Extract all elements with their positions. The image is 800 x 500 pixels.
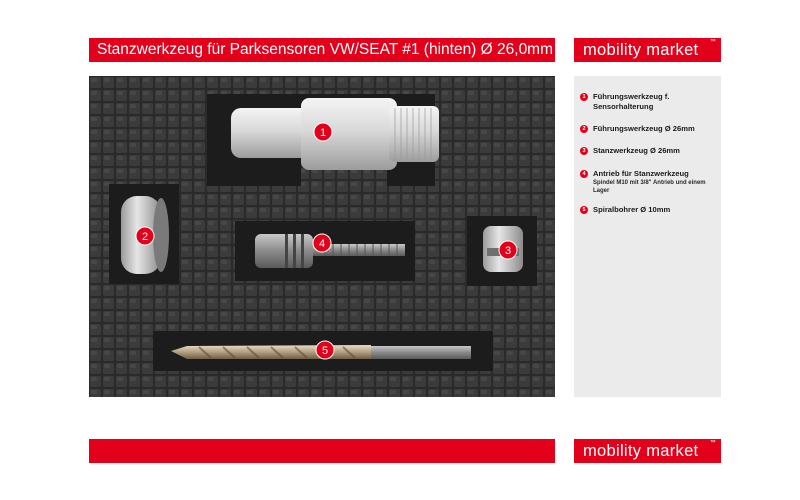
marker-1-label: 1 xyxy=(319,127,327,139)
marker-4 xyxy=(313,234,331,252)
legend-number-badge: 5 xyxy=(580,206,588,214)
marker-1 xyxy=(314,123,332,141)
title-bar xyxy=(89,38,555,62)
brand-logo-text: mobility market xyxy=(583,41,699,59)
legend-number-badge: 2 xyxy=(580,125,588,133)
legend-item-detail: Spindel M10 mit 3/8" Antrieb und einem Lager xyxy=(593,180,706,194)
marker-5-label: 5 xyxy=(321,345,329,357)
legend-item-label: Führungswerkzeug Ø 26mm xyxy=(593,124,695,133)
marker-5 xyxy=(316,341,334,359)
marker-2 xyxy=(136,227,154,245)
legend-item-label: Führungswerkzeug f. Sensorhalterung xyxy=(593,92,670,111)
parts-legend xyxy=(574,76,721,397)
tool-case-illustration xyxy=(89,76,555,397)
legend-item-label: Stanzwerkzeug Ø 26mm xyxy=(593,146,680,155)
marker-4-label: 4 xyxy=(318,238,326,250)
brand-logo-footer xyxy=(574,439,721,463)
marker-3-label: 3 xyxy=(504,245,512,257)
legend-number-badge: 3 xyxy=(580,147,588,155)
trademark-symbol: ™ xyxy=(709,440,716,446)
legend-item-label: Antrieb für Stanzwerkzeug xyxy=(593,169,689,178)
footer-bar xyxy=(89,439,555,463)
legend-number-badge: 4 xyxy=(580,170,588,178)
trademark-symbol: ™ xyxy=(709,39,716,45)
legend-item-label: Spiralbohrer Ø 10mm xyxy=(593,205,671,214)
marker-2-label: 2 xyxy=(141,231,149,243)
brand-logo-text: mobility market xyxy=(583,442,699,460)
marker-3 xyxy=(499,241,517,259)
brand-logo xyxy=(574,38,721,62)
page-title: Stanzwerkzeug für Parksensoren VW/SEAT #1 (hinten) Ø 26,0mm xyxy=(97,41,554,58)
legend-number-badge: 1 xyxy=(580,93,588,101)
product-photo xyxy=(89,76,555,397)
